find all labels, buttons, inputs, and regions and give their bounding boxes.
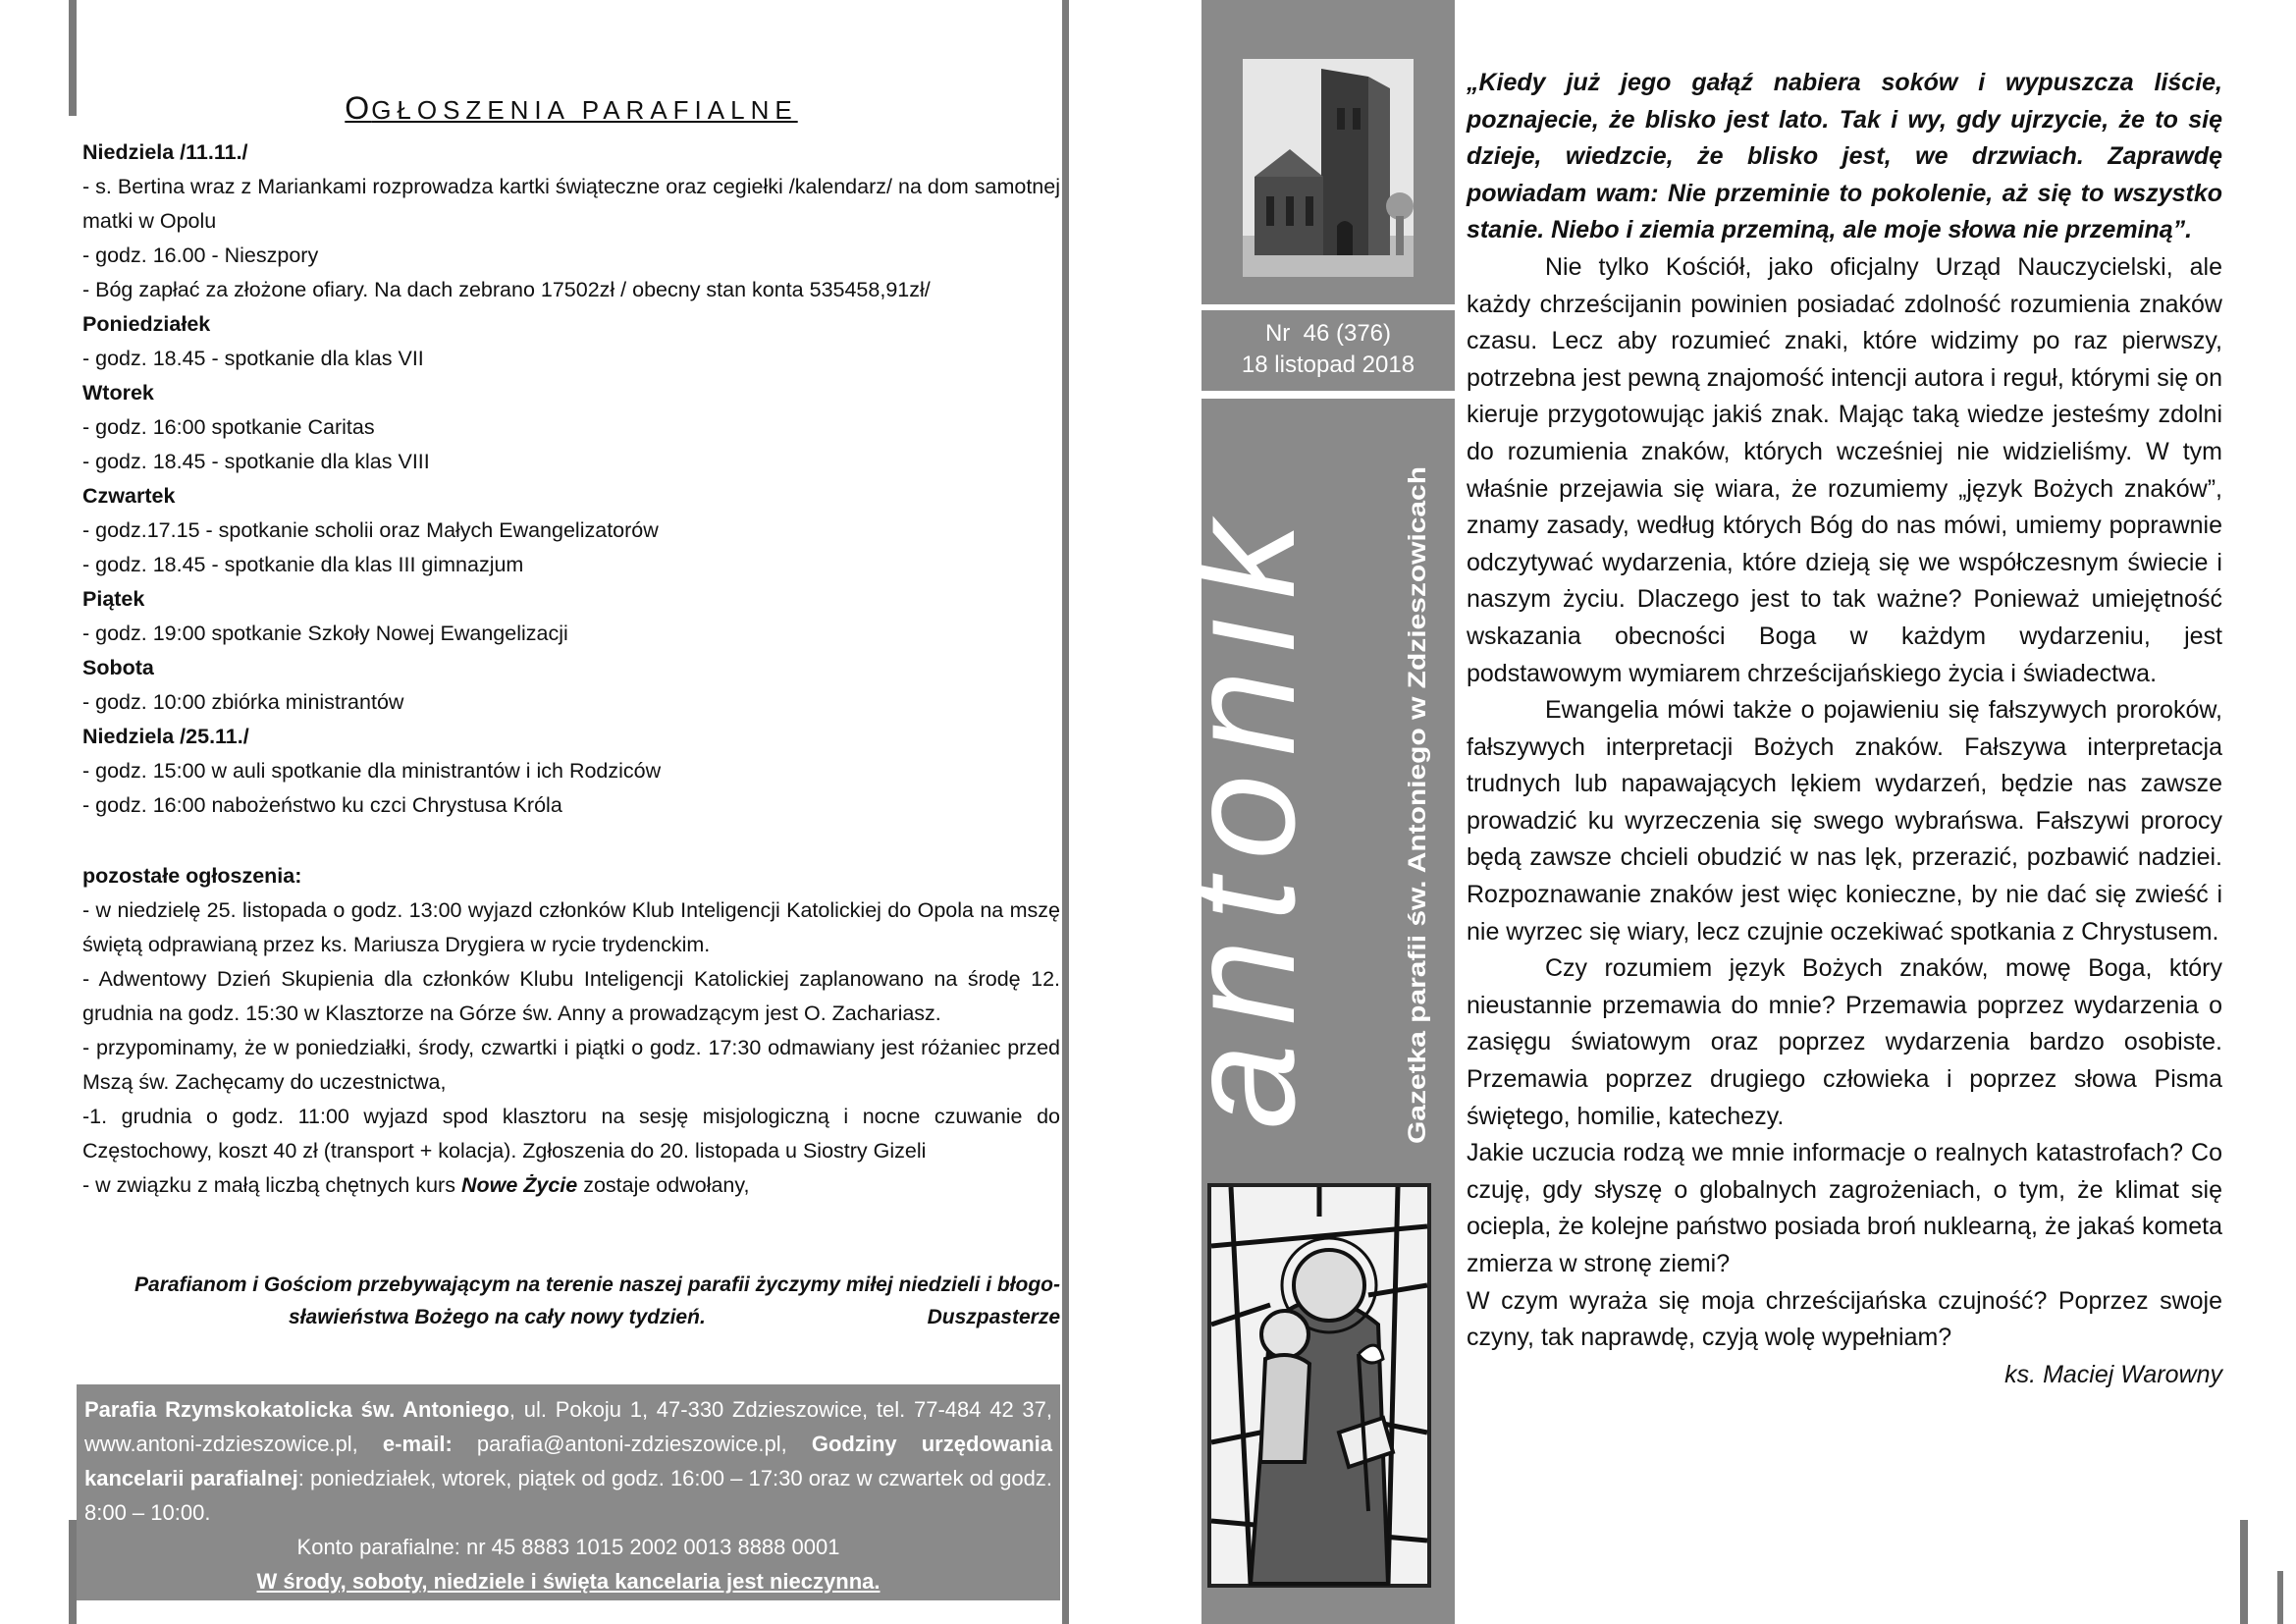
subtitle-text: Gazetka parafii św. Antoniego w Zdzieszowicach [1404,577,1431,1144]
article-paragraph: Nie tylko Kościół, jako oficjalny Urząd Nauczycielski, ale każdy chrześcijanin powinien posiadać zdolność rozumienia znaków czasu. Lecz aby rozumieć znaki, które widzimy po raz pierwszy, potrzebna jest pewną znajomość intencji autora i reguł, którymi się on kieruje przygotowując jakiś znak. Mając taką wiedze jesteśmy zdolni do rozumienia znaków, których wcześniej nie widzieliśmy. W tym właśnie przejawia się wiara, że rozumiemy „język Bożych znaków”, znamy zasady, według których Bóg do nas mówi, umiemy poprawnie odczytywać wydarzenia, które dzieją się we współczesnym świecie i naszym życiu. Dlaczego jest to tak ważne? Ponieważ umiejętność wskazania obecności Boga w każdym wydarzeniu, jest podstawowym wymiarem chrześcijańskiego życia i świadectwa. [1467,252,2222,687]
day-heading: Piątek [82,587,145,611]
announcement-item: - w niedzielę 25. listopada o godz. 13:00 wyjazd członków Klub Inteligencji Katolickiej do Opola na mszę świętą odprawianą przez ks. Mariusza Drygiera w rycie trydenckim. [82,898,1060,956]
announcement-item: - godz. 19:00 spotkanie Szkoły Nowej Ewangelizacji [82,622,568,645]
article-signature: ks. Maciej Warowny [2004,1360,2222,1388]
saint-anthony-image [1207,1183,1431,1588]
day-heading: Poniedziałek [82,312,211,336]
announcement-item: - godz. 16:00 spotkanie Caritas [82,415,375,439]
parish-email: parafia@antoni-zdzieszowice.pl, [452,1432,812,1456]
announcement-item: - godz. 16.00 - Nieszpory [82,244,319,267]
frame-bar [2277,1571,2283,1624]
announcement-item: -1. grudnia o godz. 11:00 wyjazd spod klasztoru na sesję misjologiczną i nocne czuwanie do Częstochowy, koszt 40 zł (transport + kolacja). Zgłoszenia do 20. listopada u Siostry Gizeli [82,1105,1060,1163]
office-hours-label: Godziny urzędowania kancelarii parafialnej [84,1432,1052,1490]
day-heading: Niedziela /11.11./ [82,140,248,164]
frame-bar [1062,0,1069,1624]
article-paragraph: Czy rozumiem język Bożych znaków, mowę Boga, który nieustannie przemawia do mnie? Przemawia poprzez wydarzenia o zasięgu światowym oraz poprzez wydarzenia bardzo osobiste. Przemawia poprzez drugiego człowieka i poprzez słowa Pisma świętego, homilie, katechezy. [1467,954,2222,1130]
title-initial: O [345,90,372,126]
bank-account: Konto parafialne: nr 45 8883 1015 2002 0013 8888 0001 [296,1535,840,1559]
title-text: antonik [1156,501,1327,1129]
article-paragraph: Ewangelia mówi także o pojawieniu się fałszywych proroków, fałszywych interpretacji Bożych znaków. Fałszywa interpretacja trudnych lub napawających lękiem wydarzeń, będzie nas zawsze prowadzić ku wyrzeczenia się swego wybrańswa. Fałszywi prorocy będą zawsze chcieli obudzić w nas lęk, przerazić, pozbawić nadziei. Rozpoznawanie znaków jest więc konieczne, by nie dać się zwieść i nie wyrzec się wiary, lecz czujnie oczekiwać spotkania z Chrystusem. [1467,696,2222,946]
office-closed-note: W środy, soboty, niedziele i święta kancelaria jest nieczynna. [256,1569,881,1594]
parish-name: Parafia Rzymskokatolicka św. Antoniego [84,1397,509,1422]
gospel-quote: „Kiedy już jego gałąź nabiera soków i wypuszcza liście, poznajecie, że blisko jest lato. Tak i wy, gdy ujrzycie, że to się dzieje, wiedzcie, że blisko jest, we drzwiach. Zaprawdę powiadam wam: Nie przeminie to pokolenie, aż się to wszystko stanie. Niebo i ziemia przeminą, ale moje słowa nie przeminą”. [1467,69,2222,244]
issue-number: Nr 46 (376) [1264,320,1392,347]
announcements-title [82,90,1060,127]
item-text: - w związku z małą liczbą chętnych kurs [82,1173,461,1197]
announcement-item: - godz. 15:00 w auli spotkanie dla ministrantów i ich Rodziców [82,759,662,783]
course-name: Nowe Życie [460,1173,578,1197]
parish-contact-box [77,1384,1060,1600]
announcement-item: - Bóg zapłać za złożone ofiary. Na dach zebrano 17502zł / obecny stan konta 535458,91zł/ [82,278,931,301]
announcement-item: - godz. 10:00 zbiórka ministrantów [82,690,404,714]
announcements-page [82,0,1060,1624]
announcement-item: - godz. 16:00 nabożeństwo ku czci Chrystusa Króla [82,793,562,817]
newsletter-subtitle [1386,461,1445,1149]
newsletter-title [1156,491,1382,1139]
announcement-item: - s. Bertina wraz z Mariankami rozprowadza kartki świąteczne oraz cegiełki /kalendarz/ na dom samotnej matki w Opolu [82,175,1060,233]
item-text: zostaje odwołany, [577,1173,750,1197]
email-label: e-mail: [382,1432,453,1456]
day-heading: Czwartek [82,484,176,508]
day-heading: Sobota [82,656,154,679]
sunday-wish [82,1269,1060,1333]
announcement-item: - godz.17.15 - spotkanie scholii oraz Małych Ewangelizatorów [82,518,659,542]
wish-line: sławieństwa Bożego na cały nowy tydzień. [289,1306,706,1328]
announcement-item: - godz. 18.45 - spotkanie dla klas III gimnazjum [82,553,524,576]
frame-bar [2240,1520,2248,1624]
article-paragraph: W czym wyraża się moja chrześcijańska czujność? Poprzez swoje czyny, tak naprawdę, czyją wolę wypełniam? [1467,1286,2222,1352]
day-heading: Niedziela /25.11./ [82,725,249,748]
announcement-item [82,1168,1060,1203]
day-heading: Wtorek [82,381,154,405]
office-hours: : poniedziałek, wtorek, piątek od godz. 16:00 – 17:30 oraz w czwartek od godz. 8:00 – 10:00. [84,1466,1053,1525]
wish-signature: Duszpasterze [927,1306,1060,1328]
frame-bar [69,1520,77,1624]
announcement-item: - godz. 18.45 - spotkanie dla klas VII [82,347,424,370]
frame-bar [69,0,77,116]
other-announcements [82,859,1060,1203]
other-heading: pozostałe ogłoszenia: [82,864,302,888]
announcement-item: - przypominamy, że w poniedziałki, środy, czwartki i piątki o godz. 17:30 odmawiany jest różaniec przed Mszą św. Zachęcamy do uczestnictwa, [82,1036,1060,1094]
announcement-item: - Adwentowy Dzień Skupienia dla członków Klubu Inteligencji Katolickiej zaplanowano na środę 12. grudnia na godz. 15:30 w Klasztorze na Górze św. Anny a prowadzącym jest O. Zachariasz. [82,967,1060,1025]
wish-line: Parafianom i Gościom przebywającym na terenie naszej parafii życzymy miłej niedzieli i błogo- [134,1273,1060,1296]
title-rest: GŁOSZENIA PARAFIALNE [371,95,798,125]
church-photo [1243,59,1414,277]
announcement-item: - godz. 18.45 - spotkanie dla klas VIII [82,450,430,473]
issue-info [1201,310,1455,391]
issue-date: 18 listopad 2018 [1241,352,1415,378]
article-paragraph: Jakie uczucia rodzą we mnie informacje o realnych katastrofach? Co czuję, gdy słyszę o globalnych zagrożeniach, o tym, że klimat się ociepla, że kolejne państwo posiada broń nuklearną, że jakaś kometa zmierza w stronę ziemi? [1467,1139,2222,1277]
article [1467,65,2222,1393]
announcements-list [82,135,1060,823]
parish-address: , ul. Pokoju 1, 47-330 Zdzieszowice, tel. 77-484 42 37, www.antoni-zdzieszowice.pl, [84,1397,1052,1456]
